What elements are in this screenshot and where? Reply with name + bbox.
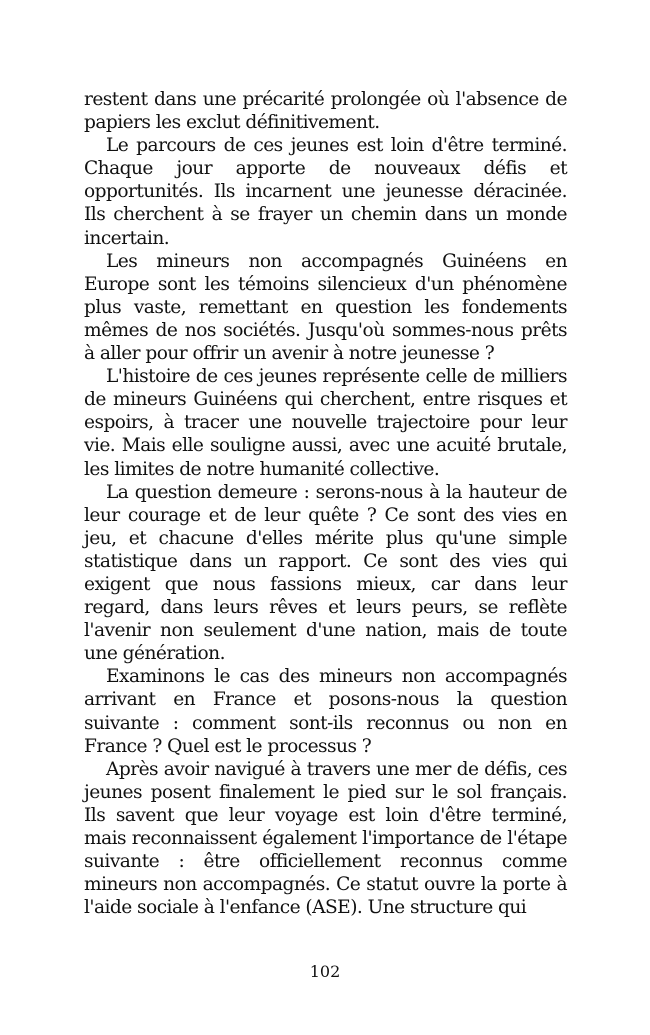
page-number: 102: [309, 962, 341, 981]
paragraph-1: restent dans une précarité prolongée où l'absence de papiers les exclut définitivement.: [84, 89, 567, 134]
paragraph-3: Les mineurs non accompagnés Guinéens en Europe sont les témoins silencieux d'un phénomène plus vaste, remettant en question les fondements mêmes de nos sociétés. Jusqu'où sommes-nous prêts à aller pour offrir un avenir à notre jeunesse ?: [84, 250, 567, 365]
paragraph-6: Examinons le cas des mineurs non accompagnés arrivant en France et posons-nous la question suivante : comment sont-ils reconnus ou non en France ? Quel est le processus ?: [84, 666, 567, 757]
paragraph-5: La question demeure : serons-nous à la hauteur de leur courage et de leur quête ? Ce sont des vies en jeu, et chacune d'elles mérite plus qu'une simple statistique dans un rapport. Ce sont des vies qui exigent que nous fassions mieux, car dans leur regard, dans leurs rêves et leurs peurs, se reflète l'avenir non seulement d'une nation, mais de toute une génération.: [84, 481, 567, 665]
paragraph-7: Après avoir navigué à travers une mer de défis, ces jeunes posent finalement le pied sur le sol français. Ils savent que leur voyage est loin d'être terminé, mais reconnaissent également l'importance de l'étape suivante : être officiellement reconnus comme mineurs non accompagnés. Ce statut ouvre la porte à l'aide sociale à l'enfance (ASE). Une structure qui: [84, 758, 567, 919]
page-body: [84, 88, 567, 919]
paragraph-4: L'histoire de ces jeunes représente celle de milliers de mineurs Guinéens qui cherchent, entre risques et espoirs, à tracer une nouvelle trajectoire pour leur vie. Mais elle souligne aussi, avec une acuité brutale, les limites de notre humanité collective.: [84, 366, 567, 480]
paragraph-2: Le parcours de ces jeunes est loin d'être terminé. Chaque jour apporte de nouveaux défis et opportunités. Ils incarnent une jeunesse déracinée. Ils cherchent à se frayer un chemin dans un monde incertain.: [84, 135, 567, 249]
